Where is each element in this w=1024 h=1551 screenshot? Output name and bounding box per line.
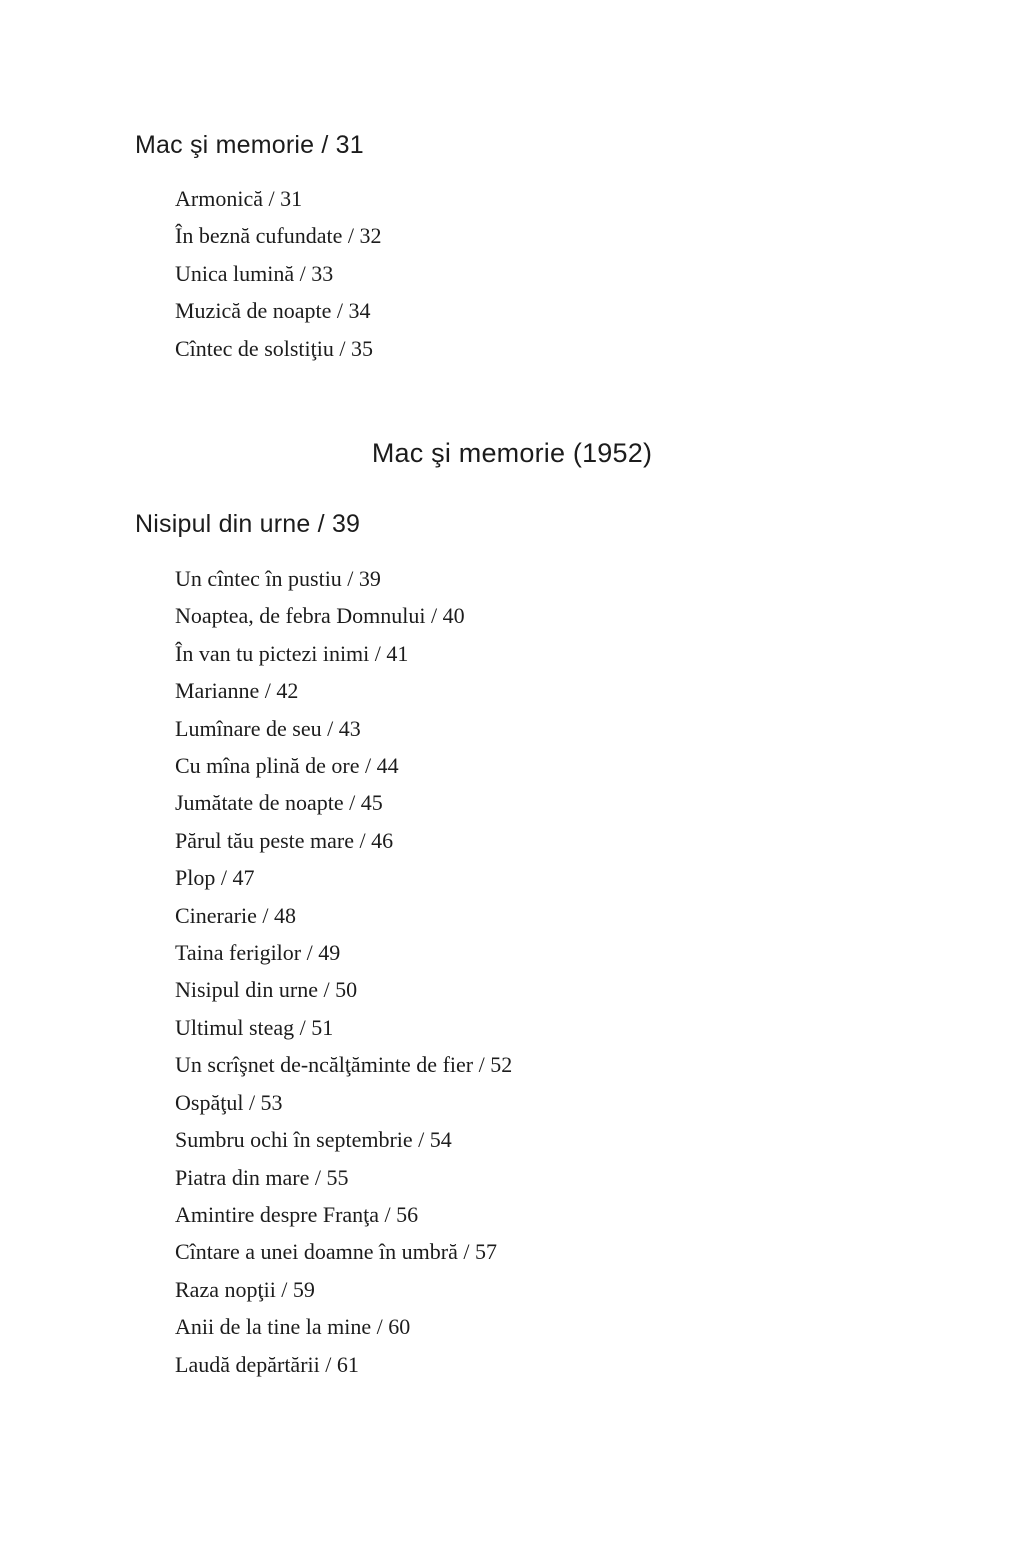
toc-list-nisipul-din-urne xyxy=(175,560,512,1383)
toc-entry: Plop / 47 xyxy=(175,865,255,891)
toc-entry: Un cîntec în pustiu / 39 xyxy=(175,566,381,591)
section-heading-nisipul-din-urne: Nisipul din urne / 39 xyxy=(135,510,361,538)
toc-entry: Muzică de noapte / 34 xyxy=(175,298,371,324)
toc-entry: Cu mîna plină de ore / 44 xyxy=(175,753,399,779)
toc-entry: Jumătate de noapte / 45 xyxy=(175,790,383,816)
toc-entry: Anii de la tine la mine / 60 xyxy=(175,1314,411,1340)
toc-entry: Ospăţul / 53 xyxy=(175,1089,283,1115)
toc-entry: Sumbru ochi în septembrie / 54 xyxy=(175,1127,452,1153)
toc-list-mac-si-memorie xyxy=(175,180,381,367)
toc-entry: Unica lumină / 33 xyxy=(175,260,334,286)
toc-entry: Lumînare de seu / 43 xyxy=(175,715,361,741)
toc-entry: Marianne / 42 xyxy=(175,678,299,704)
toc-entry: Cîntare a unei doamne în umbră / 57 xyxy=(175,1239,497,1265)
toc-entry: Taina ferigilor / 49 xyxy=(175,940,341,966)
toc-entry: În van tu pictezi inimi / 41 xyxy=(175,640,409,666)
toc-entry: Laudă depărtării / 61 xyxy=(175,1351,359,1377)
toc-entry: Un scrîşnet de-ncălţăminte de fier / 52 xyxy=(175,1052,513,1078)
toc-entry: Părul tău peste mare / 46 xyxy=(175,827,394,853)
section-heading-mac-si-memorie: Mac şi memorie / 31 xyxy=(135,131,364,159)
toc-entry: În beznă cufundate / 32 xyxy=(175,223,382,249)
part-title-mac-si-memorie-1952: Mac şi memorie (1952) xyxy=(371,438,653,468)
toc-entry: Noaptea, de febra Domnului / 40 xyxy=(175,603,465,629)
toc-entry: Raza nopţii / 59 xyxy=(175,1276,315,1302)
toc-entry: Amintire despre Franţa / 56 xyxy=(175,1201,419,1227)
toc-entry: Cîntec de solstiţiu / 35 xyxy=(175,335,373,361)
toc-entry: Nisipul din urne / 50 xyxy=(175,977,358,1003)
toc-entry: Armonică / 31 xyxy=(175,186,303,211)
toc-entry: Ultimul steag / 51 xyxy=(175,1014,334,1040)
toc-entry: Piatra din mare / 55 xyxy=(175,1164,349,1190)
toc-entry: Cinerarie / 48 xyxy=(175,902,296,928)
